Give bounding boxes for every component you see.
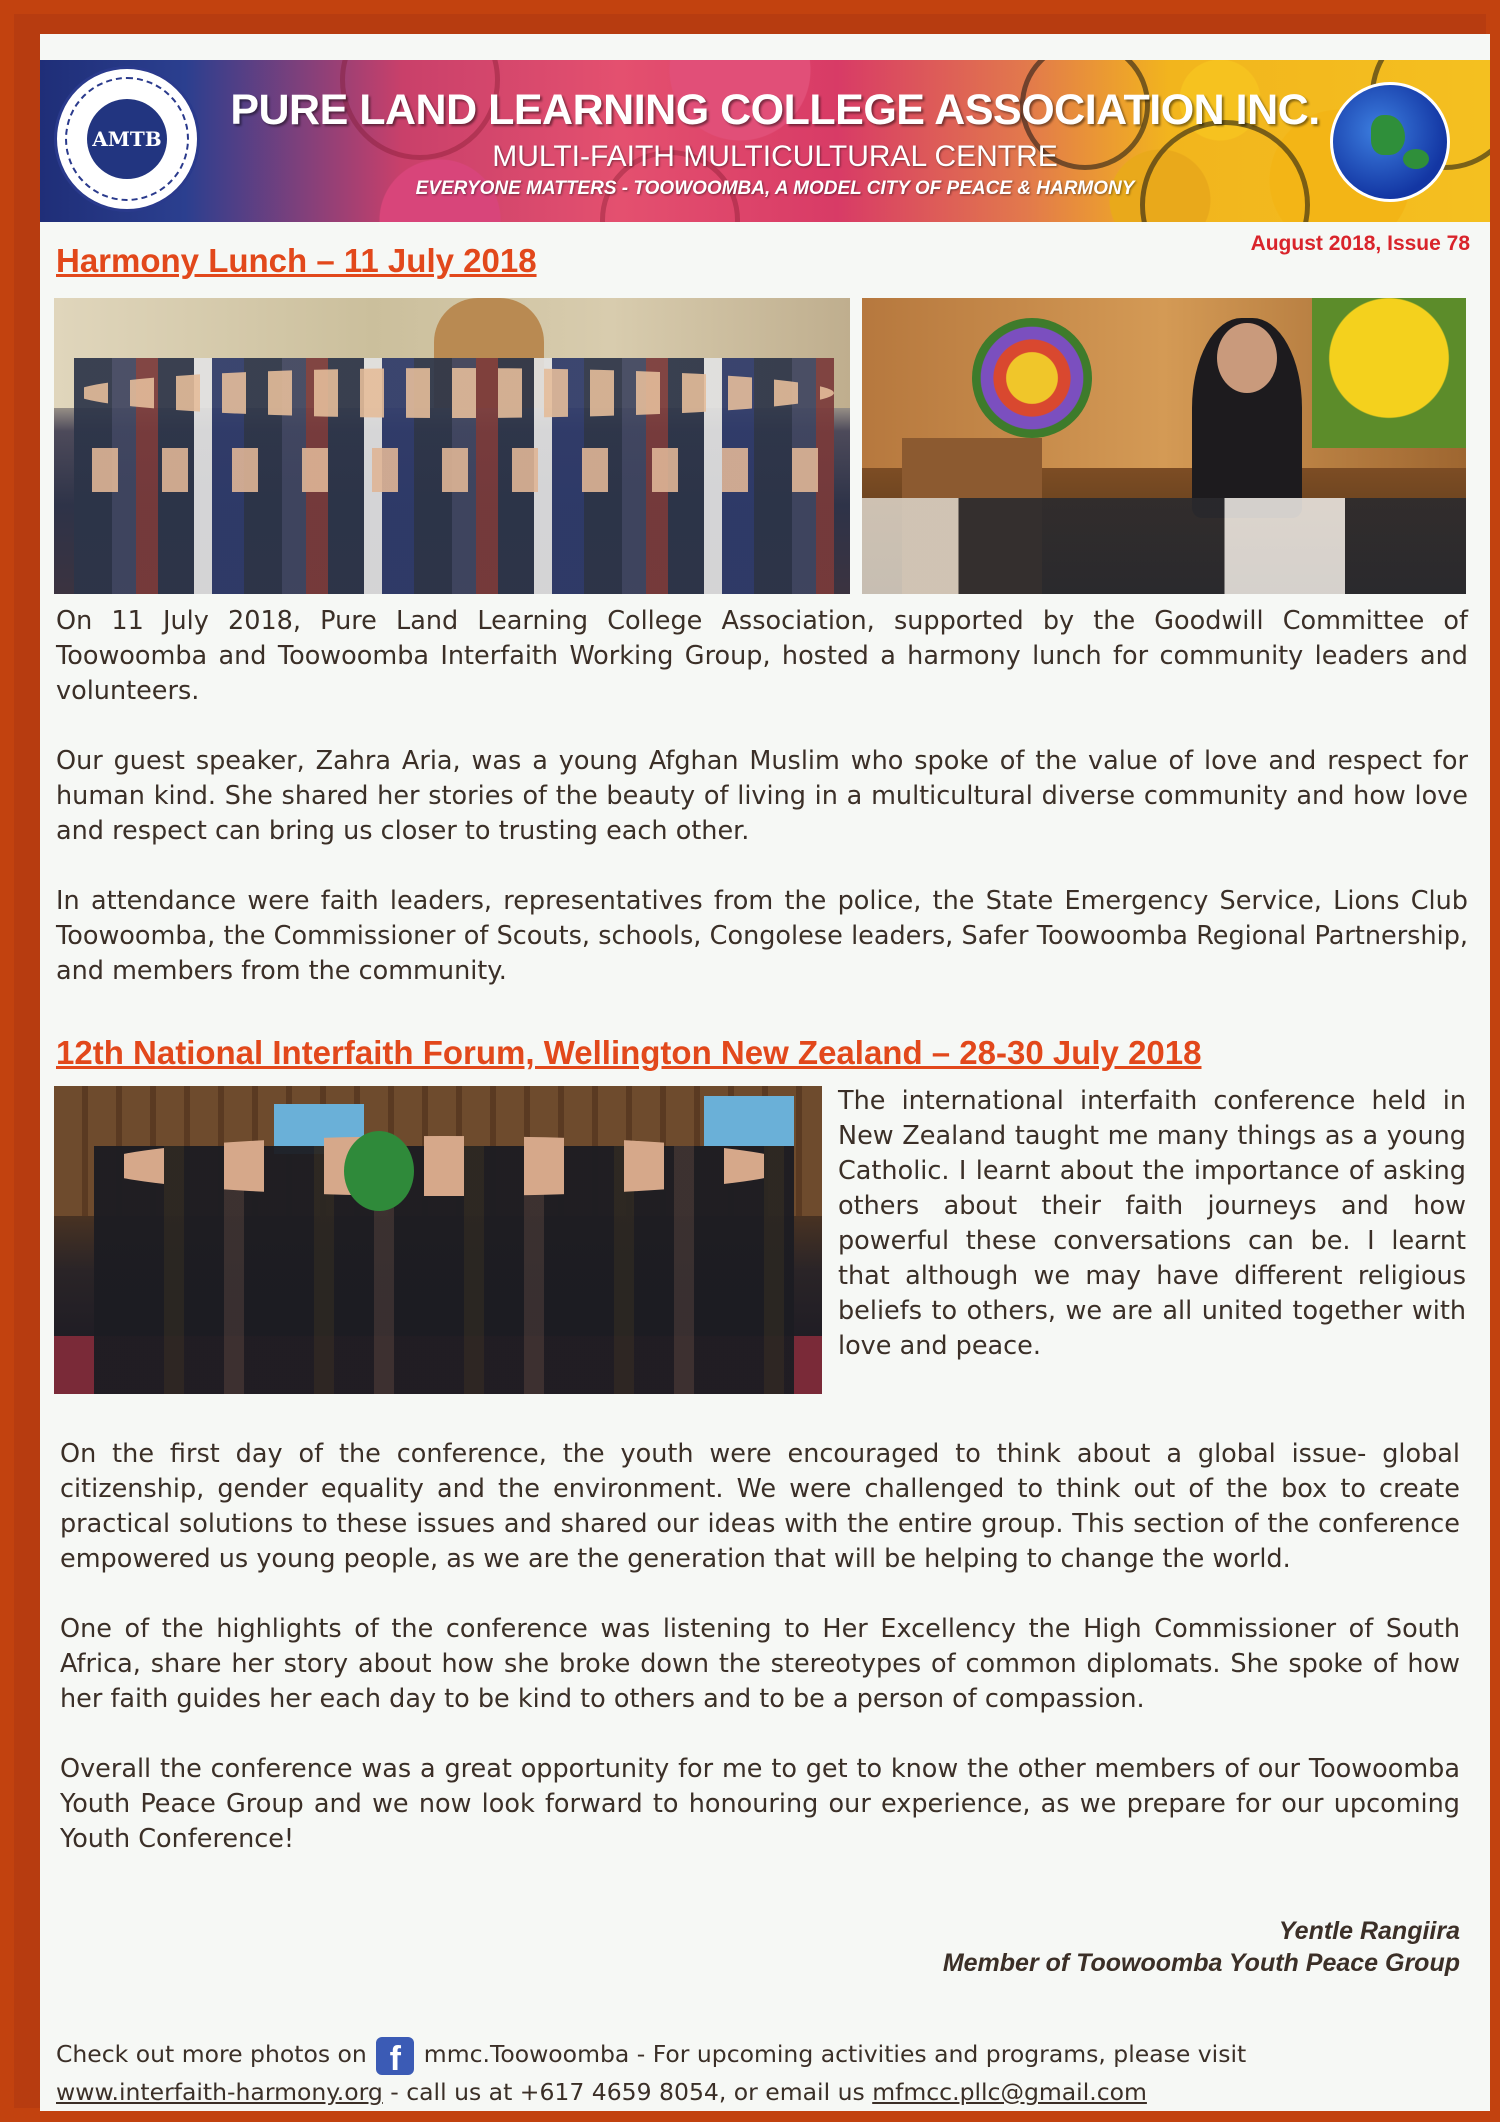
article-paragraph: In attendance were faith leaders, representatives from the police, the State Emergency Service, Lions Club Toowoomba, the Commissioner of Scouts, schools, Congolese leaders, Safer Toowoomba Regional Partnership, and members from the community. bbox=[56, 886, 1468, 986]
photo-flowers bbox=[972, 318, 1092, 438]
photo-faces bbox=[94, 1136, 794, 1196]
article-paragraph: Overall the conference was a great opportunity for me to get to know the other members of our Toowoomba Youth Peace Group and we now look forward to honouring our experience, as we prepare for our upcoming Youth Conference! bbox=[60, 1754, 1460, 1854]
harmony-lunch-group-photo bbox=[54, 298, 850, 594]
interfaith-forum-group-photo bbox=[54, 1086, 822, 1394]
footer bbox=[56, 2037, 1246, 2109]
forum-intro-paragraph bbox=[838, 1084, 1466, 1364]
guest-speaker-photo bbox=[862, 298, 1466, 594]
footer-contact-text: - call us at +617 4659 8054, or email us bbox=[382, 2078, 873, 2106]
organization-title: PURE LAND LEARNING COLLEGE ASSOCIATION INC. bbox=[230, 86, 1320, 134]
globe-land bbox=[1403, 149, 1429, 169]
organization-subtitle: MULTI-FAITH MULTICULTURAL CENTRE bbox=[492, 140, 1058, 173]
photo-hijab bbox=[344, 1131, 414, 1211]
photo-audience bbox=[862, 498, 1466, 594]
website-link[interactable]: www.interfaith-harmony.org bbox=[56, 2078, 383, 2106]
amtb-logo bbox=[54, 66, 200, 212]
article-paragraph: On the first day of the conference, the youth were encouraged to think about a global issue- global citizenship, gender equality and the environment. We were challenged to think out of the box to create practical solutions to these issues and shared our ideas with the entire group. This section of the conference empowered us young people, as we are the generation that will be helping to change the world. bbox=[60, 1439, 1460, 1574]
newsletter-page bbox=[40, 34, 1490, 2111]
footer-line-1 bbox=[56, 2037, 1247, 2078]
section-title-interfaith-forum: 12th National Interfaith Forum, Wellington New Zealand – 28-30 July 2018 bbox=[56, 1034, 1202, 1071]
harmony-lunch-article bbox=[56, 604, 1468, 989]
newsletter-frame bbox=[14, 14, 1486, 2108]
photo-faces bbox=[74, 368, 834, 418]
globe-logo bbox=[1330, 82, 1450, 202]
header-banner bbox=[40, 60, 1490, 222]
footer-photos-text: Check out more photos on bbox=[56, 2040, 367, 2068]
facebook-icon[interactable]: f bbox=[376, 2037, 414, 2075]
footer-line-2 bbox=[56, 2075, 1246, 2109]
article-paragraph: The international interfaith conference held in New Zealand taught me many things as a young Catholic. I learnt about the importance of asking others about their faith journeys and how powerful these conversations can be. I learnt that although we may have different religious beliefs to others, we are all united together with love and peace. bbox=[838, 1086, 1466, 1361]
organization-motto: EVERYONE MATTERS - TOOWOOMBA, A MODEL CITY OF PEACE & HARMONY bbox=[415, 178, 1135, 199]
footer-programs-text: - For upcoming activities and programs, please visit bbox=[629, 2040, 1247, 2068]
email-link[interactable]: mfmcc.pllc@gmail.com bbox=[872, 2078, 1147, 2106]
section-title-harmony-lunch: Harmony Lunch – 11 July 2018 bbox=[56, 242, 537, 279]
author-signature bbox=[943, 1915, 1460, 1979]
author-name: Yentle Rangiira bbox=[1278, 1917, 1460, 1945]
photo-faces bbox=[74, 448, 834, 492]
photo-speaker-face bbox=[1217, 323, 1277, 393]
issue-label: August 2018, Issue 78 bbox=[1250, 232, 1470, 255]
logo-monogram: AMTB bbox=[87, 99, 167, 179]
facebook-handle[interactable]: mmc.Toowoomba bbox=[423, 2040, 630, 2068]
article-paragraph: On 11 July 2018, Pure Land Learning College Association, supported by the Goodwill Committee of Toowoomba and Toowoomba Interfaith Working Group, hosted a harmony lunch for community leaders and volunteers. bbox=[56, 606, 1468, 706]
globe-land bbox=[1371, 115, 1405, 155]
author-role: Member of Toowoomba Youth Peace Group bbox=[942, 1949, 1460, 1977]
photo-flowers bbox=[1312, 298, 1466, 448]
article-paragraph: Our guest speaker, Zahra Aria, was a young Afghan Muslim who spoke of the value of love and respect for human kind. She shared her stories of the beauty of living in a multicultural diverse community and how love and respect can bring us closer to trusting each other. bbox=[56, 746, 1468, 846]
forum-article bbox=[60, 1437, 1460, 1857]
photo-screen bbox=[704, 1096, 794, 1146]
article-paragraph: One of the highlights of the conference was listening to Her Excellency the High Commissioner of South Africa, share her story about how she broke down the stereotypes of common diplomats. She spoke of how her faith guides her each day to be kind to others and to be a person of compassion. bbox=[60, 1614, 1460, 1714]
